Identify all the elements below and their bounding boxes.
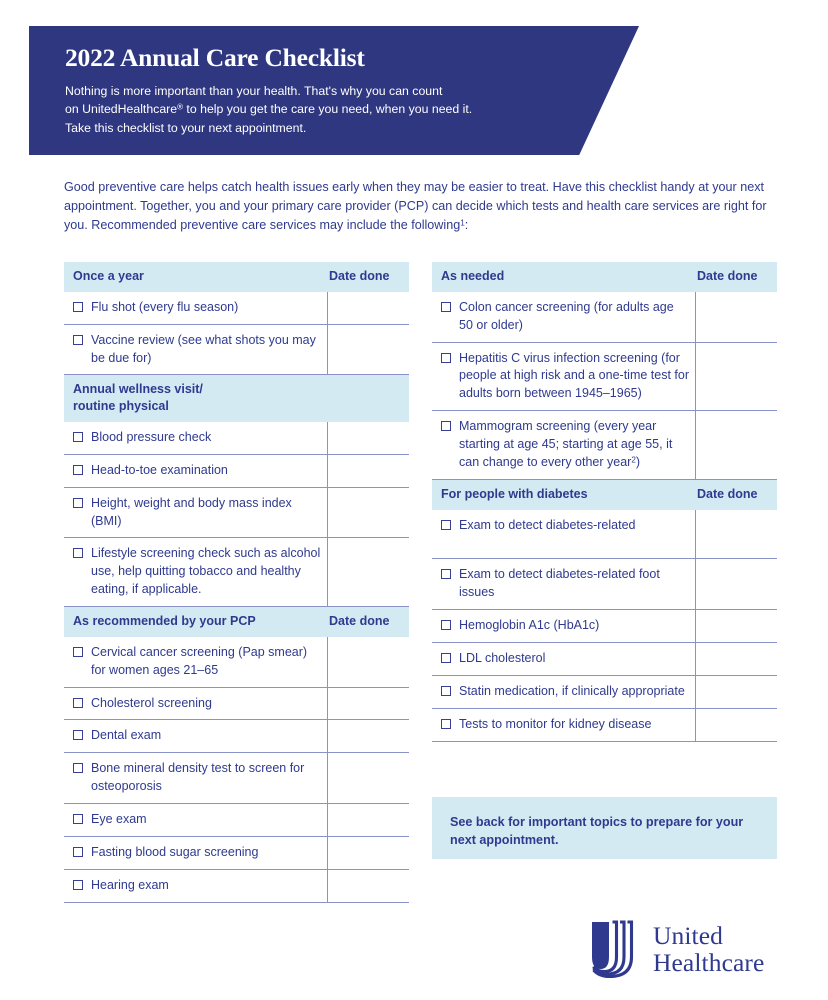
- checkbox-icon[interactable]: [441, 569, 451, 579]
- date-done-input-cell[interactable]: [696, 343, 777, 411]
- checklist-row[interactable]: [432, 559, 777, 610]
- checklist-row-label: [64, 422, 328, 454]
- checklist-item-text: Tests to monitor for kidney disease: [459, 716, 652, 731]
- checklist-column-right: [432, 262, 777, 742]
- banner-subtitle-line3: Take this checklist to your next appointment.: [65, 120, 307, 135]
- banner-subtitle-line2-b: to help you get the care you need, when you need it.: [183, 102, 473, 117]
- checklist-row-label: [432, 292, 696, 342]
- checklist-row[interactable]: [432, 610, 777, 643]
- date-done-column-header: Date done: [329, 614, 390, 628]
- checklist-row-label: [432, 510, 696, 559]
- registered-trademark-icon: ®: [177, 102, 184, 112]
- checklist-item-text: Vaccine review (see what shots you may be due for): [91, 332, 316, 365]
- date-done-input-cell[interactable]: [328, 637, 409, 687]
- checklist-row[interactable]: [432, 643, 777, 676]
- unitedhealthcare-u-mark-icon: [588, 919, 644, 979]
- section-header-title: Once a year: [73, 269, 144, 283]
- banner-content: [65, 44, 535, 138]
- footnote-marker-1: 1: [460, 218, 465, 228]
- date-done-input-cell[interactable]: [696, 510, 777, 559]
- checklist-row[interactable]: [64, 538, 409, 607]
- checklist-row-label: [432, 709, 696, 741]
- page-title: 2022 Annual Care Checklist: [65, 43, 365, 72]
- checklist-row[interactable]: [64, 325, 409, 376]
- checklist-row[interactable]: [432, 343, 777, 412]
- checklist-row-label: [432, 610, 696, 642]
- date-done-input-cell[interactable]: [328, 753, 409, 803]
- header-banner: [29, 26, 639, 155]
- banner-subtitle: [65, 82, 535, 138]
- checklist-row-label: [64, 637, 328, 687]
- checkbox-icon[interactable]: [73, 847, 83, 857]
- checklist-row[interactable]: [64, 688, 409, 721]
- checkbox-icon[interactable]: [73, 647, 83, 657]
- checklist-row[interactable]: [64, 720, 409, 753]
- checklist-row-label: [432, 676, 696, 708]
- checklist-row[interactable]: [64, 870, 409, 903]
- footnote-marker-2: 2: [631, 455, 636, 465]
- checkbox-icon[interactable]: [73, 730, 83, 740]
- unitedhealthcare-wordmark: [653, 922, 764, 976]
- checklist-item-text: Lifestyle screening check such as alcohol use, help quitting tobacco and healthy eating, if applicable.: [91, 546, 321, 597]
- date-done-column-header: Date done: [329, 269, 390, 283]
- section-header: [64, 262, 409, 292]
- checklist-row[interactable]: [432, 709, 777, 742]
- section-header: [64, 607, 409, 637]
- checklist-item-text: Blood pressure check: [91, 429, 212, 444]
- blank-continuation-line: [459, 534, 689, 551]
- checklist-item-text: Colon cancer screening (for adults age 50 or older): [459, 299, 674, 332]
- unitedhealthcare-logo: [588, 916, 780, 982]
- checkbox-icon[interactable]: [441, 520, 451, 530]
- checklist-row-label: [64, 292, 328, 324]
- logo-line-healthcare: Healthcare: [653, 948, 765, 977]
- checklist-row[interactable]: [64, 753, 409, 804]
- checklist-row[interactable]: [64, 804, 409, 837]
- checkbox-icon[interactable]: [441, 719, 451, 729]
- date-done-input-cell[interactable]: [696, 676, 777, 708]
- checklist-row-label: [432, 559, 696, 609]
- checklist-row-label: [64, 837, 328, 869]
- checkbox-icon[interactable]: [73, 763, 83, 773]
- checkbox-icon[interactable]: [73, 814, 83, 824]
- checkbox-icon[interactable]: [73, 432, 83, 442]
- section-header: [64, 375, 409, 422]
- date-done-input-cell[interactable]: [328, 688, 409, 720]
- checklist-item-text: Hearing exam: [91, 877, 169, 892]
- checklist-row-label: [64, 488, 328, 538]
- checklist-row-label: [64, 455, 328, 487]
- checklist-row[interactable]: [64, 488, 409, 539]
- checklist-row-label: [64, 720, 328, 752]
- checklist-row[interactable]: [432, 676, 777, 709]
- checklist-row[interactable]: [64, 422, 409, 455]
- section-header: [432, 262, 777, 292]
- checklist-row-label: [64, 688, 328, 720]
- section-header-title: As needed: [441, 269, 505, 283]
- checkbox-icon[interactable]: [73, 548, 83, 558]
- checklist-item-text: Flu shot (every flu season): [91, 299, 239, 314]
- checklist-item-text: Eye exam: [91, 812, 147, 826]
- date-done-input-cell[interactable]: [328, 488, 409, 538]
- checklist-row[interactable]: [64, 292, 409, 325]
- checklist-item-text: Fasting blood sugar screening: [91, 844, 259, 859]
- checklist-item-text: Cervical cancer screening (Pap smear) for women ages 21–65: [91, 644, 308, 677]
- checklist-item-text: Head-to-toe examination: [91, 462, 228, 477]
- date-done-input-cell[interactable]: [696, 709, 777, 741]
- logo-line-united: United: [653, 920, 724, 950]
- date-done-column-header: Date done: [697, 486, 758, 501]
- checklist-item-text: Height, weight and body mass index (BMI): [91, 495, 292, 528]
- intro-text: Good preventive care helps catch health issues early when they may be easier to treat. Have this checklist handy at your next appointment. Together, you and your primary care provider (PCP) can decide which tests and health care services are right for you. Recommended preventive care services may include the following: [64, 180, 767, 233]
- intro-paragraph: [64, 178, 780, 235]
- banner-subtitle-line1: Nothing is more important than your health. That's why you can count: [65, 83, 443, 98]
- checkbox-icon[interactable]: [441, 353, 451, 363]
- date-done-input-cell[interactable]: [328, 325, 409, 375]
- date-done-input-cell[interactable]: [696, 411, 777, 479]
- see-back-callout: See back for important topics to prepare for your next appointment.: [432, 797, 777, 859]
- checkbox-icon[interactable]: [73, 465, 83, 475]
- date-done-input-cell[interactable]: [328, 538, 409, 606]
- date-done-input-cell[interactable]: [328, 292, 409, 324]
- checklist-item-text: Hemoglobin A1c (HbA1c): [459, 618, 600, 633]
- checkbox-icon[interactable]: [441, 620, 451, 630]
- checklist-row-label: [64, 538, 328, 606]
- checklist-row-label: [64, 804, 328, 836]
- checkbox-icon[interactable]: [441, 302, 451, 312]
- checklist-row-label: [64, 870, 328, 902]
- intro-trailing: :: [464, 218, 469, 233]
- date-done-input-cell[interactable]: [328, 837, 409, 869]
- checklist-row-label: [64, 753, 328, 803]
- section-header-title: As recommended by your PCP: [73, 614, 256, 628]
- checklist-item-text: Statin medication, if clinically appropriate: [459, 683, 685, 698]
- checkbox-icon[interactable]: [441, 653, 451, 663]
- date-done-input-cell[interactable]: [328, 720, 409, 752]
- checklist-row[interactable]: [432, 411, 777, 480]
- checklist-row[interactable]: [64, 637, 409, 688]
- checklist-row[interactable]: [432, 510, 777, 560]
- checklist-row-label: [432, 343, 696, 411]
- checklist-table-right: [432, 262, 777, 742]
- checkbox-icon[interactable]: [73, 698, 83, 708]
- date-done-input-cell[interactable]: [696, 610, 777, 642]
- checklist-item-text: Dental exam: [91, 728, 162, 743]
- checklist-row[interactable]: [432, 292, 777, 343]
- checkbox-icon[interactable]: [73, 880, 83, 890]
- section-header-title: Annual wellness visit/ routine physical: [73, 382, 203, 414]
- date-done-input-cell[interactable]: [328, 804, 409, 836]
- banner-subtitle-line2-a: on UnitedHealthcare: [65, 102, 178, 117]
- checklist-item-text: Exam to detect diabetes-related foot issues: [459, 567, 660, 600]
- checklist-item-text: LDL cholesterol: [459, 651, 546, 665]
- checklist-item-text: Mammogram screening (every year starting at age 45; starting at age 55, it can change to every other year$^2$): [459, 419, 673, 469]
- checklist-item-text: Bone mineral density test to screen for osteoporosis: [91, 761, 305, 794]
- date-done-input-cell[interactable]: [696, 292, 777, 342]
- checkbox-icon[interactable]: [73, 498, 83, 508]
- date-done-input-cell[interactable]: [328, 870, 409, 902]
- date-done-input-cell[interactable]: [328, 455, 409, 487]
- checkbox-icon[interactable]: [73, 302, 83, 312]
- date-done-column-header: Date done: [697, 269, 758, 283]
- checklist-item-text: Cholesterol screening: [91, 695, 212, 710]
- checklist-table-left: [64, 262, 409, 903]
- checklist-item-text: Exam to detect diabetes-related: [459, 517, 689, 552]
- checklist-row-label: [64, 325, 328, 375]
- date-done-input-cell[interactable]: [696, 559, 777, 609]
- checkbox-icon[interactable]: [441, 686, 451, 696]
- checkbox-icon[interactable]: [441, 421, 451, 431]
- section-header: [432, 480, 777, 510]
- checklist-item-text: Hepatitis C virus infection screening (for people at high risk and a one-time test for adults born between 1945–1965): [459, 350, 689, 401]
- section-header-title: For people with diabetes: [441, 486, 588, 501]
- date-done-input-cell[interactable]: [696, 643, 777, 675]
- checklist-column-left: [64, 262, 409, 903]
- checklist-row[interactable]: [64, 455, 409, 488]
- date-done-input-cell[interactable]: [328, 422, 409, 454]
- checkbox-icon[interactable]: [73, 335, 83, 345]
- checklist-row[interactable]: [64, 837, 409, 870]
- checklist-row-label: [432, 411, 696, 479]
- checklist-row-label: [432, 643, 696, 675]
